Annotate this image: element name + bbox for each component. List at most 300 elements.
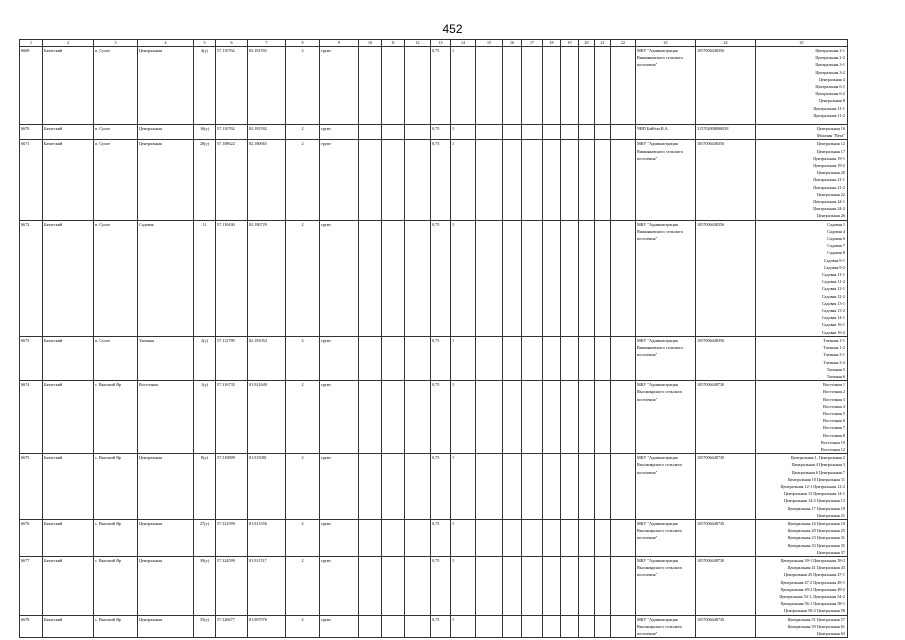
served-object-name: Центральная 11-2	[813, 112, 845, 118]
empty-cell	[359, 454, 382, 520]
empty-cell	[382, 140, 405, 220]
served-object-name: Центральная 11-1	[813, 105, 845, 111]
empty-cell	[579, 519, 595, 556]
longitude-cell: 82.180665	[248, 140, 286, 220]
empty-cell	[561, 381, 579, 454]
column-number: 5	[194, 40, 216, 47]
served-object-name: Центральная 51 Центральная 57	[787, 616, 845, 622]
served-object-name: Центральная 63	[816, 631, 845, 637]
cover-cell: грунт	[320, 556, 359, 615]
empty-cell	[611, 220, 636, 336]
empty-cell	[503, 140, 522, 220]
served-object-name: Восточная 8	[823, 432, 845, 438]
served-object-name: Центральная 33 Центральная 35	[787, 542, 845, 548]
served-object-name: Садовая 16-1	[821, 322, 845, 328]
street-cell: Центральная	[138, 125, 194, 140]
inn-cell: 1057006448730	[696, 454, 756, 520]
empty-cell	[359, 381, 382, 454]
empty-cell	[405, 556, 431, 615]
empty-cell	[382, 220, 405, 336]
served-object-name: Садовая 9-2	[823, 264, 845, 270]
count-cell: 1	[451, 125, 476, 140]
column-8-cell: 2	[286, 220, 320, 336]
served-object-name: Центральная 10 Центральная 11	[787, 476, 845, 482]
column-8-cell: 2	[286, 615, 320, 638]
empty-cell	[359, 125, 382, 140]
count-cell: 1	[451, 454, 476, 520]
served-object-name: Садовая 12-1	[821, 286, 845, 292]
empty-cell	[543, 220, 561, 336]
empty-cell	[579, 140, 595, 220]
empty-cell	[382, 381, 405, 454]
served-object-name: Садовая 16-2	[821, 329, 845, 335]
empty-cell	[382, 615, 405, 638]
served-object-name: Восточная 7	[823, 425, 845, 431]
district-cell: Бачатский	[43, 220, 94, 336]
inn-cell: 1057006448356	[696, 220, 756, 336]
column-number: 25	[756, 40, 848, 47]
cover-cell: грунт	[320, 381, 359, 454]
empty-cell	[476, 47, 503, 125]
area-cell: 0,75	[431, 519, 451, 556]
count-cell: 1	[451, 615, 476, 638]
empty-cell	[579, 47, 595, 125]
inn-cell: 1057006448730	[696, 556, 756, 615]
served-object-name: Центральная 3-1	[815, 62, 845, 68]
owner-cell: МКУ "Администрация Высокоярского сельского поселения"	[636, 519, 696, 556]
empty-cell	[476, 519, 503, 556]
longitude-cell: 81.913356	[248, 519, 286, 556]
latitude-cell: 57.324599	[216, 556, 248, 615]
empty-cell	[611, 519, 636, 556]
served-object-name: Центральная 2-2	[815, 55, 845, 61]
empty-cell	[405, 47, 431, 125]
street-cell: Восточная	[138, 381, 194, 454]
latitude-cell: 57.110762	[216, 47, 248, 125]
served-object-name: Центральная 16	[816, 126, 845, 131]
empty-cell	[503, 47, 522, 125]
empty-cell	[382, 519, 405, 556]
district-cell: Бачатский	[43, 140, 94, 220]
area-cell: 0,75	[431, 336, 451, 380]
served-object-name: Центральная 21-1	[813, 177, 845, 183]
empty-cell	[503, 336, 522, 380]
inn-cell: 1057006448356	[696, 336, 756, 380]
settlement-cell: п. Сухое	[94, 336, 138, 380]
row-number: 6669	[20, 47, 43, 125]
area-cell: 0,75	[431, 47, 451, 125]
empty-cell	[382, 454, 405, 520]
owner-cell: ЧИП Байбон В.А.	[636, 125, 696, 140]
served-objects-cell	[756, 556, 848, 615]
empty-cell	[611, 381, 636, 454]
column-number: 21	[595, 40, 611, 47]
served-object-name: Центральная 24-2	[813, 206, 845, 212]
column-number: 11	[382, 40, 405, 47]
row-number: 6676	[20, 519, 43, 556]
owner-cell: МКУ "Администрация Высокоярского сельского поселения"	[636, 615, 696, 638]
inn-cell: 1057006448356	[696, 47, 756, 125]
served-objects-cell	[756, 140, 848, 220]
empty-cell	[405, 519, 431, 556]
cover-cell: грунт	[320, 220, 359, 336]
owner-cell: МКУ "Администрация Высокоярского сельского поселения"	[636, 556, 696, 615]
house-cell: 8(у)	[194, 454, 216, 520]
served-object-name: Центральная 15 Центральная 14-1	[783, 491, 845, 497]
empty-cell	[382, 336, 405, 380]
empty-cell	[595, 125, 611, 140]
settlement-cell: с. Высокий Яр	[94, 454, 138, 520]
column-number: 3	[94, 40, 138, 47]
empty-cell	[522, 615, 543, 638]
empty-cell	[595, 381, 611, 454]
district-cell: Бачатский	[43, 615, 94, 638]
inn-cell: 1057006448730	[696, 615, 756, 638]
empty-cell	[359, 615, 382, 638]
empty-cell	[579, 454, 595, 520]
served-objects-cell	[756, 220, 848, 336]
empty-cell	[611, 454, 636, 520]
empty-cell	[543, 519, 561, 556]
table-row	[20, 220, 848, 336]
district-cell: Бачатский	[43, 556, 94, 615]
street-cell: Центральная	[138, 519, 194, 556]
street-cell: Центральная	[138, 556, 194, 615]
empty-cell	[522, 556, 543, 615]
page-number: 452	[442, 22, 463, 36]
served-object-name: Восточная 3	[823, 396, 845, 402]
empty-cell	[503, 125, 522, 140]
served-object-name: Садовая 7	[827, 243, 845, 249]
inn-cell: 1057006448730	[696, 381, 756, 454]
empty-cell	[579, 220, 595, 336]
count-cell: 1	[451, 336, 476, 380]
served-object-name: Центральная 21-2	[813, 184, 845, 190]
column-number: 24	[696, 40, 756, 47]
count-cell: 1	[451, 47, 476, 125]
empty-cell	[359, 519, 382, 556]
street-cell: Центральная	[138, 615, 194, 638]
served-object-name: Таежная 5	[826, 366, 845, 372]
area-cell: 0,75	[431, 125, 451, 140]
empty-cell	[561, 47, 579, 125]
owner-cell: МКУ "Администрация Вишняковского сельского поселения"	[636, 336, 696, 380]
served-object-name: Садовая 6	[827, 236, 845, 242]
empty-cell	[476, 615, 503, 638]
longitude-cell: 82.181592	[248, 125, 286, 140]
empty-cell	[522, 140, 543, 220]
served-object-name: Центральная 4	[818, 76, 845, 82]
served-object-name: Садовая 4	[827, 228, 845, 234]
cover-cell: грунт	[320, 47, 359, 125]
column-number: 14	[451, 40, 476, 47]
district-cell: Бачатский	[43, 454, 94, 520]
served-object-name: Центральная 17 Центральная 19	[787, 505, 845, 511]
served-object-name: Центральная 1, Центральная 2	[790, 455, 845, 461]
longitude-cell: 81.921649	[248, 381, 286, 454]
served-object-name: Центральная 6-1	[815, 84, 845, 90]
column-number: 19	[561, 40, 579, 47]
house-cell: 16(у)	[194, 125, 216, 140]
served-object-name: Садовая 1	[827, 221, 845, 227]
column-8-cell: 2	[286, 381, 320, 454]
count-cell: 1	[451, 381, 476, 454]
served-object-name: Центральная 59 Центральная 61	[787, 623, 845, 629]
latitude-cell: 57.108622	[216, 140, 248, 220]
column-number: 2	[43, 40, 94, 47]
served-object-name: Восточная 2	[823, 389, 845, 395]
house-cell: 11	[194, 220, 216, 336]
served-object-name: Восточная 5	[823, 410, 845, 416]
cover-cell: грунт	[320, 336, 359, 380]
row-number: 6677	[20, 556, 43, 615]
longitude-cell: 81.907976	[248, 615, 286, 638]
empty-cell	[522, 336, 543, 380]
latitude-cell: 57.112789	[216, 336, 248, 380]
inn-cell: 315702008800028	[696, 125, 756, 140]
latitude-cell: 57.321099	[216, 519, 248, 556]
house-cell: 4(у)	[194, 47, 216, 125]
empty-cell	[522, 220, 543, 336]
served-object-name: Таежная 3-2	[823, 359, 845, 365]
settlement-cell: с. Высокий Яр	[94, 381, 138, 454]
empty-cell	[503, 454, 522, 520]
empty-cell	[579, 125, 595, 140]
settlement-cell: п. Сухое	[94, 47, 138, 125]
cover-cell: грунт	[320, 125, 359, 140]
empty-cell	[611, 47, 636, 125]
served-object-name: Центральная 3-2	[815, 69, 845, 75]
served-object-name: Садовая 8	[827, 250, 845, 256]
street-cell: Таежная	[138, 336, 194, 380]
house-cell: 39(у)	[194, 556, 216, 615]
empty-cell	[561, 125, 579, 140]
latitude-cell: 57.316735	[216, 381, 248, 454]
empty-cell	[561, 336, 579, 380]
served-object-name: Центральная 37	[816, 549, 845, 555]
column-number: 13	[431, 40, 451, 47]
area-cell: 0,75	[431, 381, 451, 454]
empty-cell	[503, 519, 522, 556]
owner-cell: МКУ "Администрация Вишняковского сельского поселения"	[636, 220, 696, 336]
empty-cell	[543, 615, 561, 638]
area-cell: 0,75	[431, 615, 451, 638]
empty-cell	[561, 615, 579, 638]
served-object-name: Центральная 16 Центральная 18	[787, 520, 845, 526]
served-object-name: Таежная 6	[826, 373, 845, 379]
row-number: 6678	[20, 615, 43, 638]
empty-cell	[595, 556, 611, 615]
served-object-name: Центральная 49-2 Центральная 49-2	[780, 586, 845, 592]
served-object-name: Восточная 6	[823, 418, 845, 424]
empty-cell	[561, 556, 579, 615]
empty-cell	[579, 615, 595, 638]
column-number: 12	[405, 40, 431, 47]
settlement-cell: п. Сухое	[94, 220, 138, 336]
street-cell: Садовая	[138, 220, 194, 336]
table-row	[20, 556, 848, 615]
empty-cell	[522, 125, 543, 140]
column-number: 16	[503, 40, 522, 47]
served-object-name: Центральная 2-1	[815, 48, 845, 53]
served-object-name: Восточная 12	[821, 446, 845, 452]
column-8-cell: 2	[286, 556, 320, 615]
empty-cell	[561, 454, 579, 520]
served-object-name: Таежная 3-1	[823, 352, 845, 358]
column-number-row	[20, 40, 848, 47]
empty-cell	[405, 336, 431, 380]
street-cell: Центральная	[138, 454, 194, 520]
empty-cell	[561, 220, 579, 336]
served-object-name: Центральная 58-2 Центральная 58	[783, 608, 845, 614]
empty-cell	[405, 220, 431, 336]
longitude-cell: 81.915081	[248, 454, 286, 520]
served-object-name: Центральная 45 Центральная 47-1	[783, 572, 845, 578]
column-number: 22	[611, 40, 636, 47]
owner-cell: МКУ "Администрация Вишняковского сельского поселения"	[636, 47, 696, 125]
empty-cell	[359, 140, 382, 220]
empty-cell	[543, 336, 561, 380]
served-objects-cell	[756, 454, 848, 520]
district-cell: Бачатский	[43, 336, 94, 380]
longitude-cell: 82.181592	[248, 47, 286, 125]
empty-cell	[503, 220, 522, 336]
column-number: 23	[636, 40, 696, 47]
empty-cell	[405, 125, 431, 140]
empty-cell	[522, 454, 543, 520]
row-number: 6670	[20, 125, 43, 140]
column-number: 10	[359, 40, 382, 47]
empty-cell	[359, 47, 382, 125]
row-number: 6671	[20, 140, 43, 220]
empty-cell	[476, 381, 503, 454]
area-cell: 0,75	[431, 140, 451, 220]
owner-cell: МКУ "Администрация Высокоярского сельского поселения"	[636, 381, 696, 454]
column-8-cell: 2	[286, 519, 320, 556]
table-row	[20, 454, 848, 520]
column-number: 8	[286, 40, 320, 47]
empty-cell	[611, 615, 636, 638]
column-number: 1	[20, 40, 43, 47]
area-cell: 0,75	[431, 454, 451, 520]
served-object-name: Центральная 12	[816, 141, 845, 147]
served-object-name: Центральная 8	[818, 98, 845, 104]
settlement-cell: п. Сухое	[94, 140, 138, 220]
count-cell: 1	[451, 220, 476, 336]
latitude-cell: 57.326677	[216, 615, 248, 638]
served-object-name: Центральная 41 Центральная 43	[787, 565, 845, 571]
served-objects-cell	[756, 336, 848, 380]
empty-cell	[382, 556, 405, 615]
cover-cell: грунт	[320, 519, 359, 556]
empty-cell	[543, 140, 561, 220]
settlement-cell: с. Высокий Яр	[94, 556, 138, 615]
house-cell: 20(у)	[194, 140, 216, 220]
empty-cell	[476, 336, 503, 380]
longitude-cell: 82.180729	[248, 220, 286, 336]
district-cell: Бачатский	[43, 125, 94, 140]
empty-cell	[405, 140, 431, 220]
served-objects-cell	[756, 615, 848, 638]
empty-cell	[579, 381, 595, 454]
table-row	[20, 519, 848, 556]
served-object-name: Центральная 39-1 Центральная 39-2	[780, 557, 845, 563]
column-number: 20	[579, 40, 595, 47]
column-8-cell: 2	[286, 47, 320, 125]
column-number: 7	[248, 40, 286, 47]
empty-cell	[405, 381, 431, 454]
served-object-name: Центральная 21	[816, 512, 845, 518]
served-object-name: Восточная 10	[821, 439, 845, 445]
settlement-cell: с. Высокий Яр	[94, 615, 138, 638]
empty-cell	[476, 556, 503, 615]
longitude-cell: 82.181054	[248, 336, 286, 380]
house-cell: 27(у)	[194, 519, 216, 556]
served-object-name: Садовая 11-2	[821, 279, 845, 285]
served-object-name: Садовая 14-1	[821, 315, 845, 321]
empty-cell	[611, 556, 636, 615]
house-cell: 55(у)	[194, 615, 216, 638]
served-object-name: Центральная 47-2 Центральная 49-1	[780, 579, 845, 585]
row-number: 6674	[20, 381, 43, 454]
column-number: 18	[543, 40, 561, 47]
empty-cell	[561, 519, 579, 556]
served-object-name: Центральная 19-1	[813, 155, 845, 161]
owner-cell: МКУ "Администрация Вишняковского сельского поселения"	[636, 140, 696, 220]
table-row	[20, 381, 848, 454]
served-object-name: Центральная 6-2	[815, 91, 845, 97]
empty-cell	[522, 47, 543, 125]
empty-cell	[611, 140, 636, 220]
column-8-cell: 2	[286, 454, 320, 520]
column-8-cell: 2	[286, 140, 320, 220]
served-objects-cell	[756, 519, 848, 556]
served-object-name: Центральная 22	[816, 191, 845, 197]
served-objects-cell	[756, 381, 848, 454]
empty-cell	[543, 454, 561, 520]
served-object-name: Центральная 20 Центральная 25	[787, 528, 845, 534]
count-cell: 1	[451, 140, 476, 220]
empty-cell	[543, 47, 561, 125]
served-object-name: Таежная 1-2	[823, 345, 845, 351]
served-object-name: Садовая 9-1	[823, 257, 845, 263]
empty-cell	[359, 220, 382, 336]
served-object-name: Центральная 17	[816, 148, 845, 154]
served-object-name: Центральная 26	[816, 213, 845, 219]
served-object-name: Центральная 6 Центральная 7	[791, 469, 845, 475]
empty-cell	[595, 615, 611, 638]
empty-cell	[595, 336, 611, 380]
empty-cell	[595, 454, 611, 520]
column-number: 6	[216, 40, 248, 47]
served-object-name: Садовая 12-2	[821, 293, 845, 299]
served-object-name: Центральная 54-1, Центральная 54-2	[779, 594, 845, 599]
empty-cell	[476, 140, 503, 220]
settlement-cell: с. Высокий Яр	[94, 519, 138, 556]
empty-cell	[476, 220, 503, 336]
served-object-name: Центральная 19-2	[813, 163, 845, 169]
empty-cell	[543, 556, 561, 615]
empty-cell	[382, 47, 405, 125]
latitude-cell: 57.319809	[216, 454, 248, 520]
served-object-name: Садовая 13-2	[821, 308, 845, 314]
empty-cell	[503, 381, 522, 454]
empty-cell	[543, 381, 561, 454]
column-number: 17	[522, 40, 543, 47]
latitude-cell: 57.110430	[216, 220, 248, 336]
row-number: 6673	[20, 336, 43, 380]
column-number: 4	[138, 40, 194, 47]
